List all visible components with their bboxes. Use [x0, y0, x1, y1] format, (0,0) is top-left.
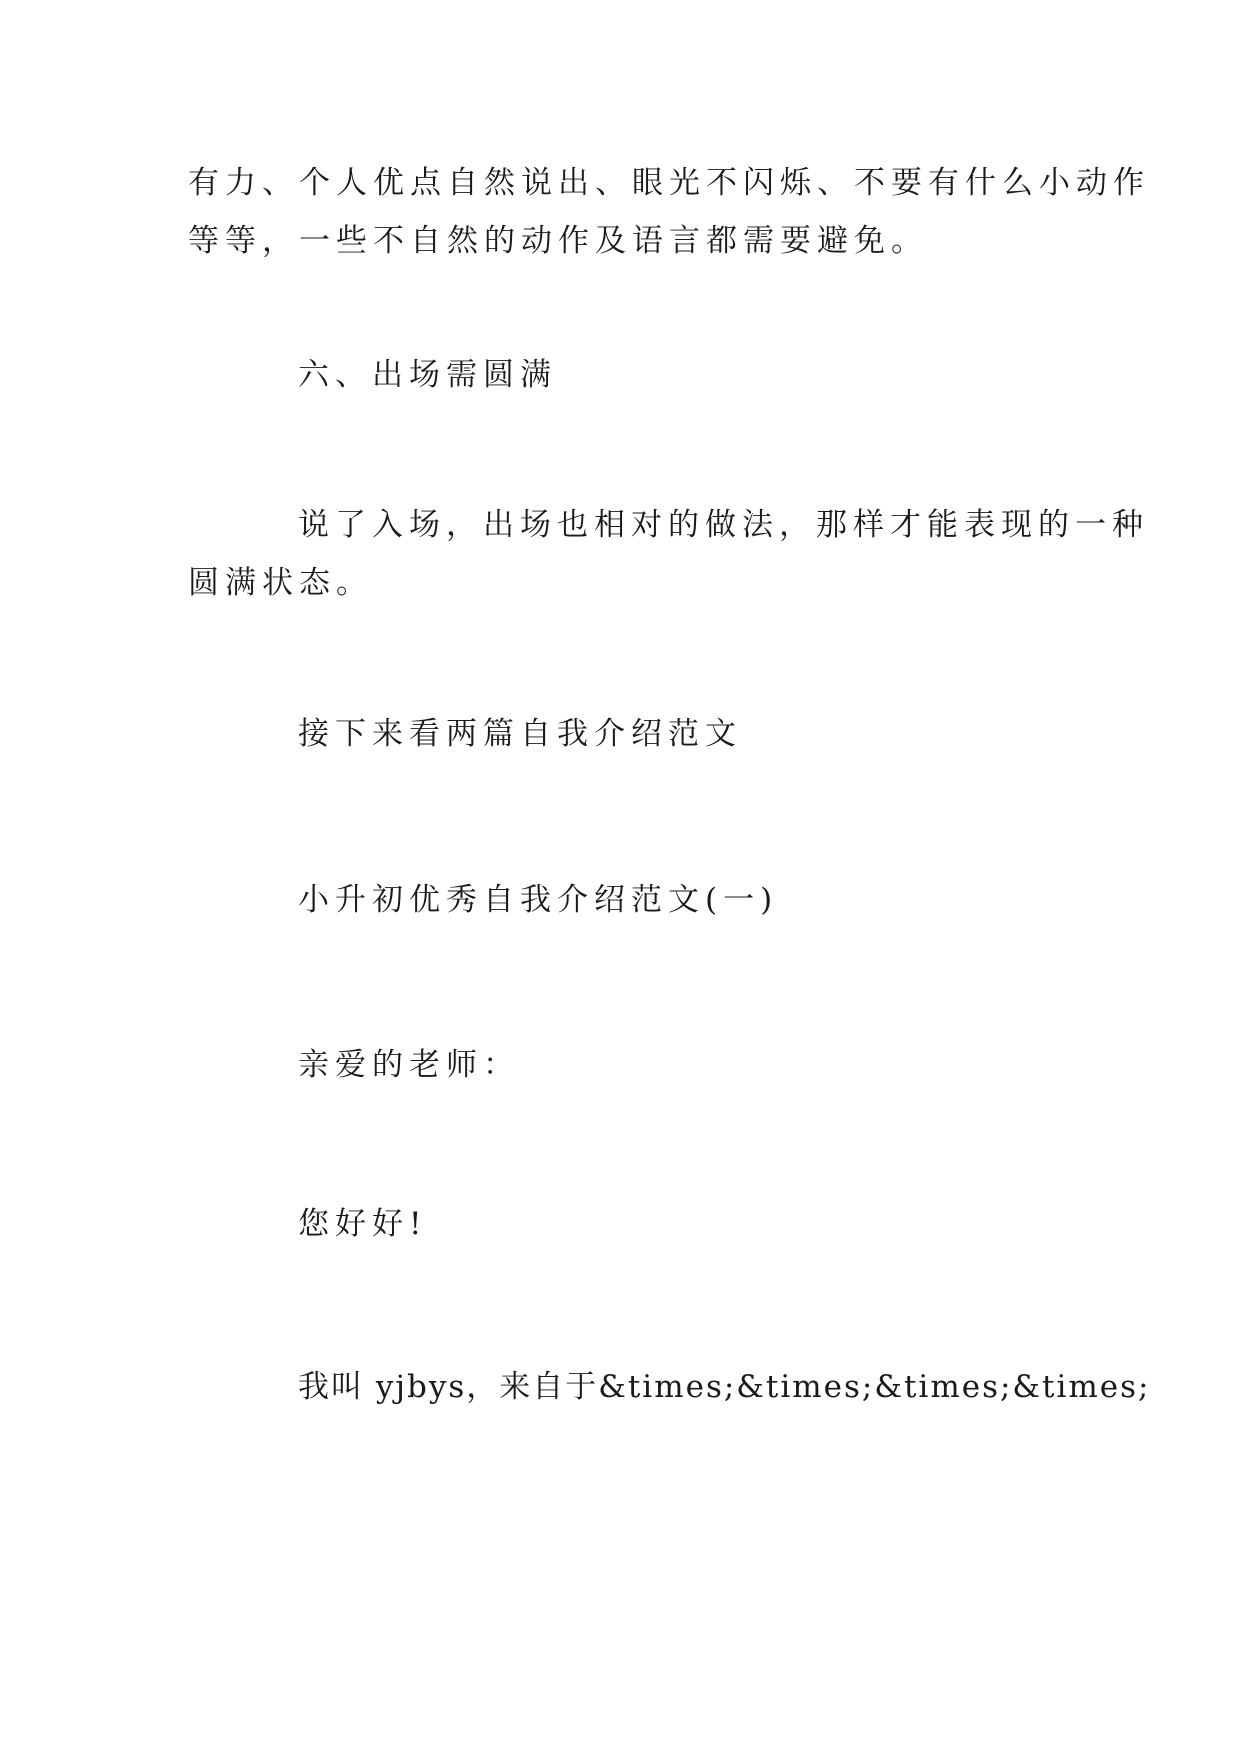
text-line: 有力、个人优点自然说出、眼光不闪烁、不要有什么小动作 — [188, 165, 1150, 201]
text-line: 亲爱的老师： — [298, 1047, 520, 1083]
text-line: 接下来看两篇自我介绍范文 — [298, 716, 742, 752]
text-line: 说了入场，出场也相对的做法，那样才能表现的一种 — [298, 507, 1149, 543]
text-line: 小升初优秀自我介绍范文(一) — [298, 882, 779, 918]
letter-salutation — [298, 1036, 520, 1094]
letter-self-intro — [298, 1358, 1151, 1416]
paragraph-exit-advice — [188, 496, 1149, 612]
text-line: 六、出场需圆满 — [298, 357, 557, 393]
text-line: 我叫 yjbys，来自于&times;&times;&times;&times; — [298, 1369, 1151, 1405]
text-line: 您好好! — [298, 1206, 428, 1242]
paragraph-intro-examples — [298, 705, 742, 763]
text-line: 圆满状态。 — [188, 565, 373, 601]
example-title — [298, 871, 778, 929]
letter-greeting — [298, 1195, 427, 1253]
paragraph-demeanor-continuation — [188, 154, 1150, 270]
section-heading-exit — [298, 346, 557, 404]
text-line: 等等，一些不自然的动作及语言都需要避免。 — [188, 223, 928, 259]
